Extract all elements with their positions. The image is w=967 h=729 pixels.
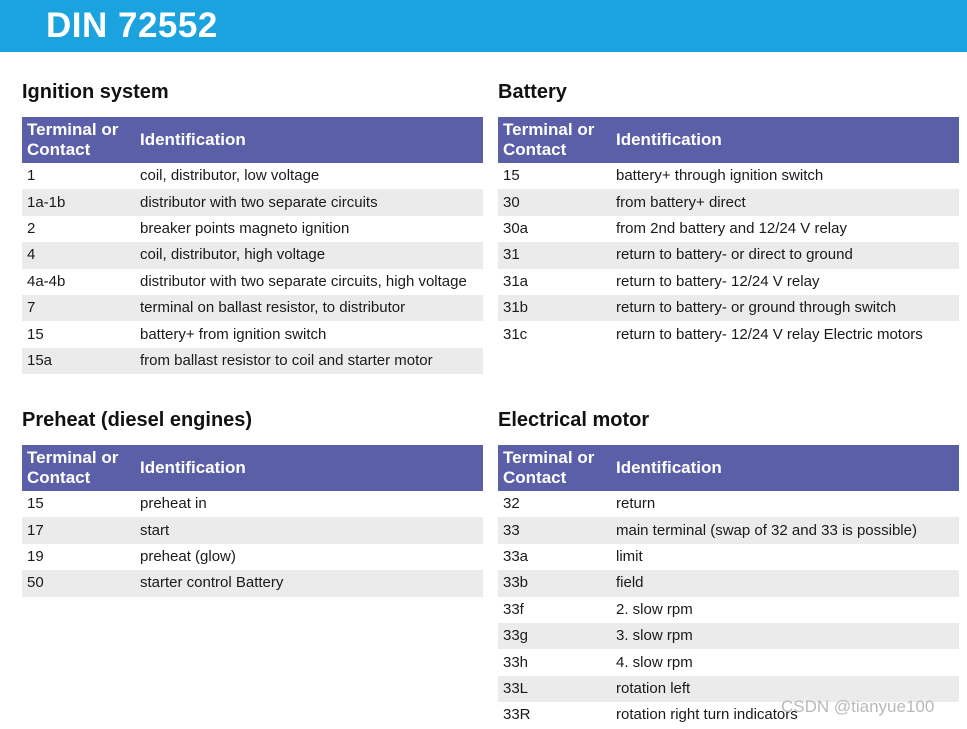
terminal-cell: 15a: [22, 348, 135, 374]
terminal-cell: 31: [498, 242, 611, 268]
battery-section: [498, 79, 959, 348]
preheat-section: [22, 407, 483, 597]
identification-cell: 3. slow rpm: [611, 623, 959, 649]
table-row: [22, 216, 483, 242]
section-title: Preheat (diesel engines): [22, 409, 253, 431]
identification-cell: start: [135, 517, 483, 543]
table-row: [498, 163, 959, 189]
identification-cell: limit: [611, 544, 959, 570]
identification-cell: return to battery- 12/24 V relay: [611, 269, 959, 295]
identification-cell: return to battery- 12/24 V relay Electric motors: [611, 321, 959, 347]
identification-cell: breaker points magneto ignition: [135, 216, 483, 242]
table-row: [22, 544, 483, 570]
table-row: [22, 163, 483, 189]
table-row: [498, 295, 959, 321]
terminal-cell: 1: [22, 163, 135, 189]
terminal-cell: 4a-4b: [22, 269, 135, 295]
terminal-cell: 15: [498, 163, 611, 189]
identification-header: Identification: [611, 117, 959, 163]
terminal-cell: 7: [22, 295, 135, 321]
terminal-cell: 32: [498, 491, 611, 517]
terminal-cell: 17: [22, 517, 135, 543]
identification-cell: field: [611, 570, 959, 596]
identification-cell: return to battery- or direct to ground: [611, 242, 959, 268]
identification-cell: starter control Battery: [135, 570, 483, 596]
identification-cell: battery+ through ignition switch: [611, 163, 959, 189]
identification-cell: battery+ from ignition switch: [135, 321, 483, 347]
terminal-cell: 33: [498, 517, 611, 543]
title-banner: [0, 0, 967, 52]
identification-cell: distributor with two separate circuits, high voltage: [135, 269, 483, 295]
terminal-cell: 31b: [498, 295, 611, 321]
battery-table: [498, 117, 959, 348]
terminal-cell: 50: [22, 570, 135, 596]
table-row: [22, 242, 483, 268]
terminal-cell: 33g: [498, 623, 611, 649]
table-row: [22, 295, 483, 321]
identification-cell: terminal on ballast resistor, to distributor: [135, 295, 483, 321]
terminal-cell: 15: [22, 321, 135, 347]
terminal-header: Terminal or Contact: [498, 445, 611, 491]
identification-header: Identification: [135, 117, 483, 163]
identification-cell: rotation right turn indicators: [611, 702, 959, 728]
terminal-cell: 30a: [498, 216, 611, 242]
table-row: [22, 269, 483, 295]
terminal-cell: 4: [22, 242, 135, 268]
terminal-cell: 30: [498, 189, 611, 215]
terminal-cell: 2: [22, 216, 135, 242]
table-row: [498, 597, 959, 623]
motor-section: [498, 407, 959, 729]
table-row: [498, 649, 959, 675]
table-row: [22, 189, 483, 215]
terminal-cell: 1a-1b: [22, 189, 135, 215]
identification-cell: rotation left: [611, 676, 959, 702]
table-row: [498, 242, 959, 268]
identification-cell: coil, distributor, high voltage: [135, 242, 483, 268]
table-row: [22, 348, 483, 374]
terminal-header: Terminal or Contact: [22, 445, 135, 491]
identification-cell: 4. slow rpm: [611, 649, 959, 675]
section-title: Ignition system: [22, 81, 169, 103]
terminal-cell: 15: [22, 491, 135, 517]
terminal-cell: 33R: [498, 702, 611, 728]
ignition-section: [22, 79, 483, 374]
ignition-table: [22, 117, 483, 374]
table-row: [498, 623, 959, 649]
identification-cell: preheat (glow): [135, 544, 483, 570]
terminal-cell: 31a: [498, 269, 611, 295]
table-row: [498, 189, 959, 215]
terminal-header: Terminal or Contact: [22, 117, 135, 163]
identification-cell: 2. slow rpm: [611, 597, 959, 623]
table-row: [498, 544, 959, 570]
identification-header: Identification: [135, 445, 483, 491]
table-row: [22, 570, 483, 596]
preheat-table: [22, 445, 483, 597]
identification-cell: from ballast resistor to coil and starter motor: [135, 348, 483, 374]
terminal-cell: 19: [22, 544, 135, 570]
terminal-header: Terminal or Contact: [498, 117, 611, 163]
identification-cell: distributor with two separate circuits: [135, 189, 483, 215]
identification-cell: from battery+ direct: [611, 189, 959, 215]
identification-cell: return to battery- or ground through switch: [611, 295, 959, 321]
identification-header: Identification: [611, 445, 959, 491]
identification-cell: coil, distributor, low voltage: [135, 163, 483, 189]
watermark: CSDN @tianyue100: [781, 697, 935, 716]
section-title: Electrical motor: [498, 409, 650, 431]
identification-cell: preheat in: [135, 491, 483, 517]
terminal-cell: 31c: [498, 321, 611, 347]
table-row: [498, 321, 959, 347]
identification-cell: return: [611, 491, 959, 517]
terminal-cell: 33a: [498, 544, 611, 570]
table-row: [498, 570, 959, 596]
section-title: Battery: [498, 81, 567, 103]
identification-cell: main terminal (swap of 32 and 33 is possible): [611, 517, 959, 543]
table-row: [498, 491, 959, 517]
table-row: [22, 517, 483, 543]
motor-table: [498, 445, 959, 729]
terminal-cell: 33b: [498, 570, 611, 596]
terminal-cell: 33h: [498, 649, 611, 675]
table-row: [498, 216, 959, 242]
terminal-cell: 33f: [498, 597, 611, 623]
table-row: [22, 491, 483, 517]
terminal-cell: 33L: [498, 676, 611, 702]
table-row: [498, 269, 959, 295]
table-row: [498, 517, 959, 543]
table-row: [22, 321, 483, 347]
identification-cell: from 2nd battery and 12/24 V relay: [611, 216, 959, 242]
page-title: DIN 72552: [46, 6, 218, 45]
